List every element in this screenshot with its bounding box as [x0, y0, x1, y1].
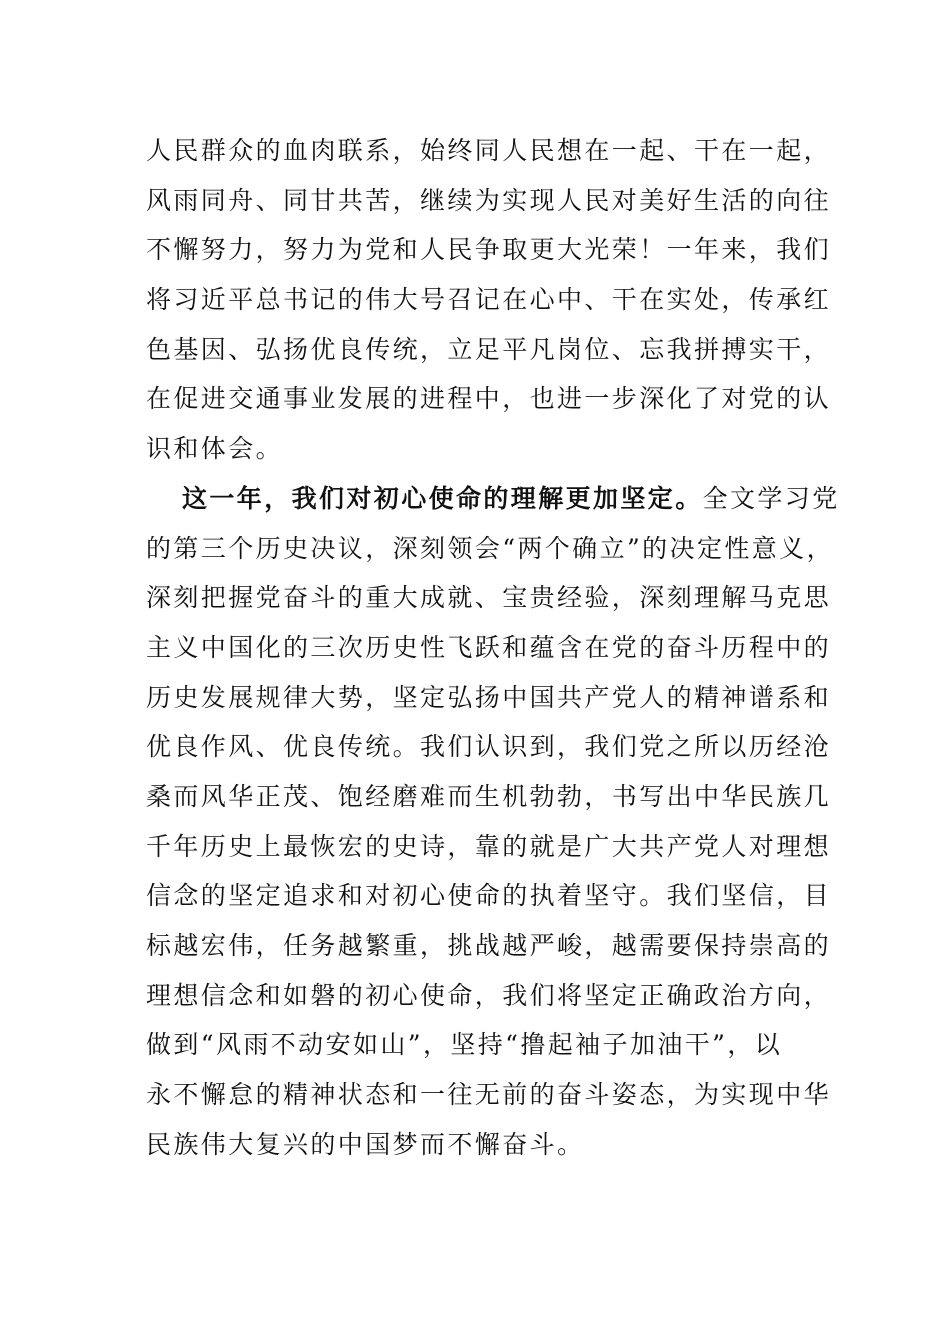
text-line: 桑而风华正茂、饱经磨难而生机勃勃，书写出中华民族几 — [146, 781, 832, 811]
text-line — [146, 474, 840, 524]
text-line: 历史发展规律大势，坚定弘扬中国共产党人的精神谱系和 — [146, 682, 832, 712]
text-line: 将习近平总书记的伟大号召记在心中、干在实处，传承红 — [146, 285, 832, 315]
text-line: 做到“风雨不动安如山”，坚持“撸起袖子加油干”，以 — [146, 1030, 783, 1060]
paragraph-heading: 这一年，我们对初心使命的理解更加坚定。 — [182, 483, 703, 513]
paragraph-2 — [146, 474, 840, 1170]
paragraph-1 — [146, 126, 832, 474]
text-line: 在促进交通事业发展的进程中，也进一步深化了对党的认 — [146, 384, 832, 414]
text-line: 风雨同舟、同甘共苦，继续为实现人民对美好生活的向往 — [146, 185, 832, 215]
text-line: 人民群众的血肉联系，始终同人民想在一起、干在一起， — [146, 136, 832, 165]
document-body — [146, 126, 840, 1169]
text-line: 信念的坚定追求和对初心使命的执着坚守。我们坚信，目 — [146, 881, 832, 911]
text-line: 色基因、弘扬优良传统，立足平凡岗位、忘我拼搏实干， — [146, 334, 832, 364]
paragraph-text: 全文学习党 — [702, 483, 840, 513]
text-line: 永不懈怠的精神状态和一往无前的奋斗姿态，为实现中华 — [146, 1080, 832, 1110]
text-line: 不懈努力，努力为党和人民争取更大光荣！一年来，我们 — [146, 235, 832, 265]
text-line: 深刻把握党奋斗的重大成就、宝贵经验，深刻理解马克思 — [146, 583, 832, 613]
text-line: 理想信念和如磐的初心使命，我们将坚定正确政治方向， — [146, 980, 832, 1010]
text-line: 的第三个历史决议，深刻领会“两个确立”的决定性意义， — [146, 533, 834, 563]
text-line: 民族伟大复兴的中国梦而不懈奋斗。 — [146, 1129, 585, 1159]
text-line: 识和体会。 — [146, 434, 284, 464]
text-line: 千年历史上最恢宏的史诗，靠的就是广大共产党人对理想 — [146, 831, 832, 861]
text-line: 优良作风、优良传统。我们认识到，我们党之所以历经沧 — [146, 732, 832, 762]
text-line: 标越宏伟，任务越繁重，挑战越严峻，越需要保持崇高的 — [146, 931, 832, 960]
text-line: 主义中国化的三次历史性飞跃和蕴含在党的奋斗历程中的 — [146, 632, 832, 662]
